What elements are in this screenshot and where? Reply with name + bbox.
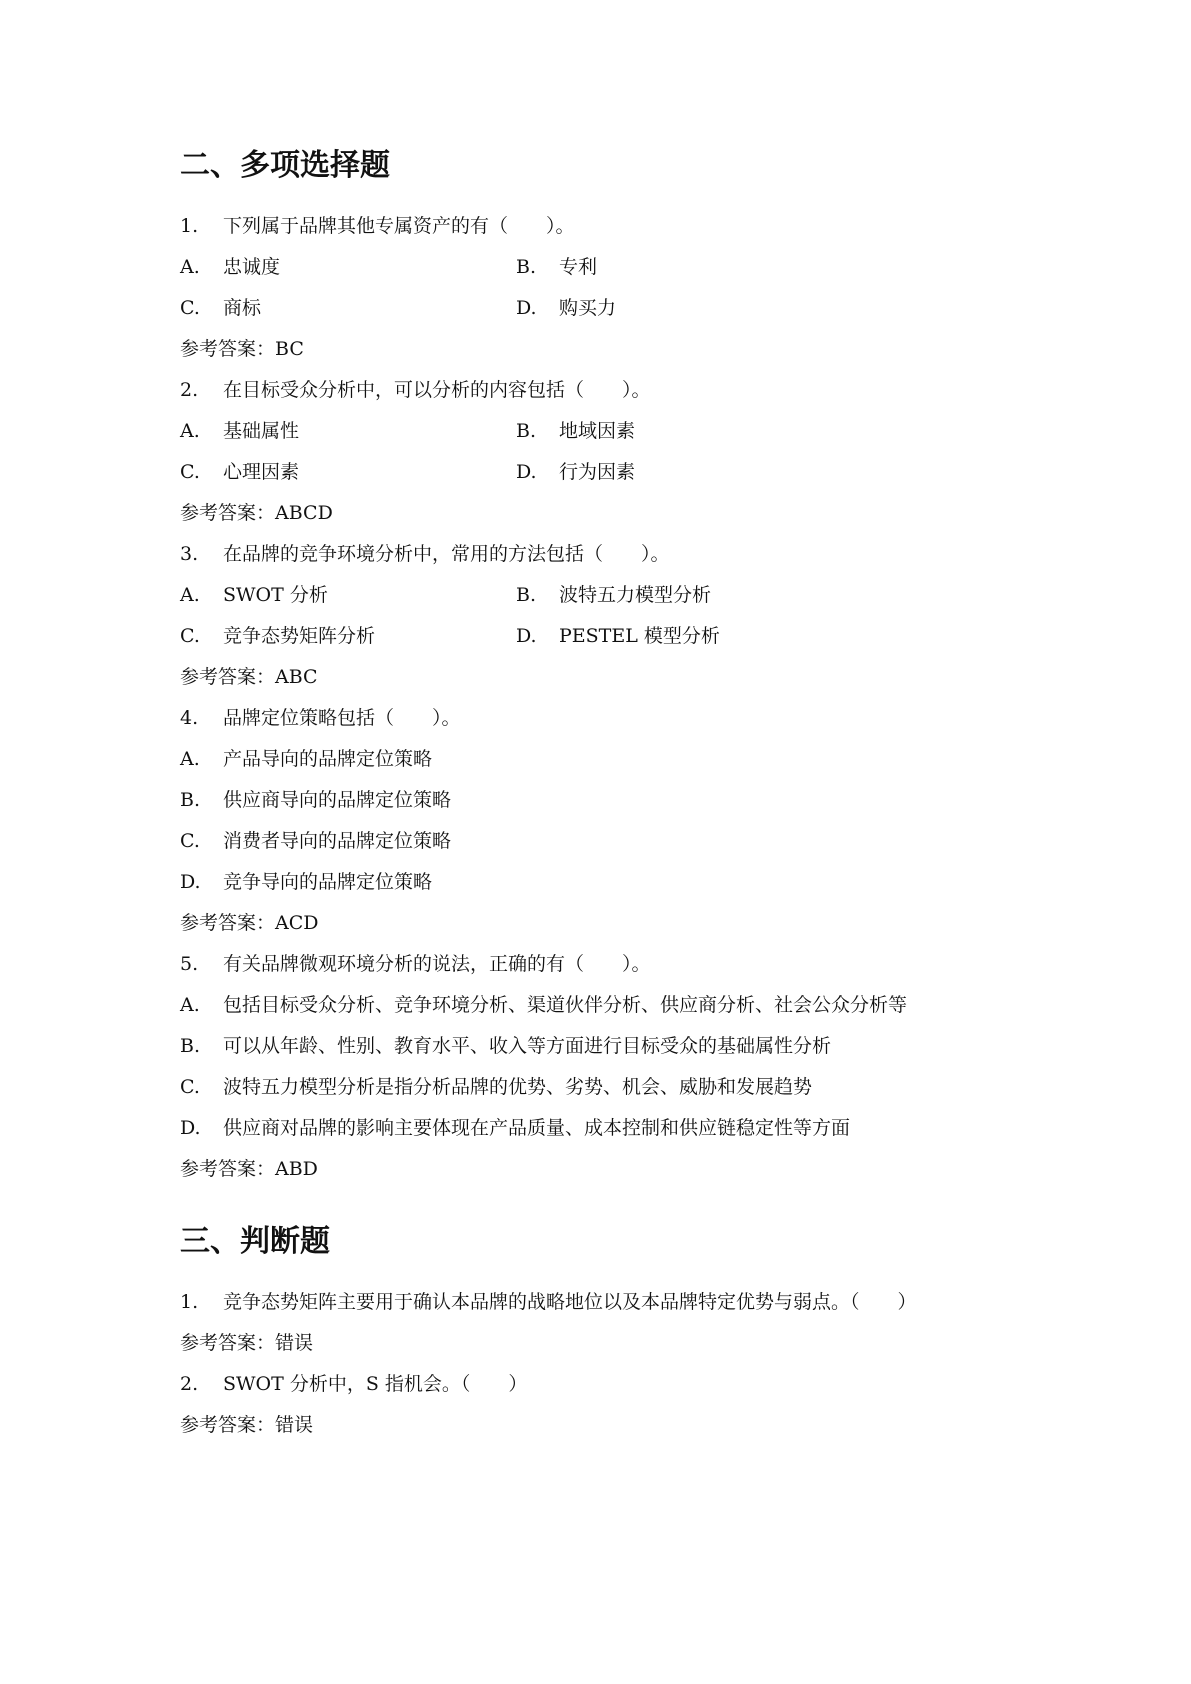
answer-3: 参考答案：ABC bbox=[180, 666, 318, 688]
option-label: D. bbox=[180, 871, 201, 893]
option-row bbox=[180, 296, 617, 320]
option-row bbox=[180, 1116, 850, 1140]
option-label: A. bbox=[180, 994, 200, 1016]
option-text: 专利 bbox=[559, 256, 598, 278]
question-number: 5. bbox=[180, 953, 199, 975]
question-number: 2. bbox=[180, 379, 199, 401]
question-number: 1. bbox=[180, 215, 199, 237]
tf-question-1 bbox=[180, 1290, 917, 1314]
option-text: 地域因素 bbox=[559, 420, 636, 442]
option-label: A. bbox=[180, 584, 200, 606]
option-row bbox=[180, 870, 432, 894]
tf-answer-1: 参考答案：错误 bbox=[180, 1332, 314, 1354]
option-text: 可以从年龄、性别、教育水平、收入等方面进行目标受众的基础属性分析 bbox=[223, 1035, 832, 1057]
option-text: 波特五力模型分析 bbox=[559, 584, 712, 606]
option-row bbox=[180, 583, 712, 607]
option-label: C. bbox=[180, 461, 200, 483]
answer-2: 参考答案：ABCD bbox=[180, 502, 333, 524]
option-text: 行为因素 bbox=[559, 461, 636, 483]
option-text: 消费者导向的品牌定位策略 bbox=[223, 830, 452, 852]
question-text: 在品牌的竞争环境分析中，常用的方法包括（ ）。 bbox=[223, 543, 670, 565]
option-d bbox=[516, 296, 616, 320]
option-d bbox=[516, 460, 635, 484]
tf-answer-2: 参考答案：错误 bbox=[180, 1414, 314, 1436]
option-text: PESTEL 模型分析 bbox=[559, 625, 720, 647]
section-title-true-false: 三、判断题 bbox=[180, 1224, 330, 1259]
question-1 bbox=[180, 214, 575, 238]
option-text: 波特五力模型分析是指分析品牌的优势、劣势、机会、威胁和发展趋势 bbox=[223, 1076, 813, 1098]
option-row bbox=[180, 788, 451, 812]
option-d bbox=[516, 624, 720, 648]
question-text: 下列属于品牌其他专属资产的有（ ）。 bbox=[223, 215, 575, 237]
question-number: 1. bbox=[180, 1291, 199, 1313]
question-number: 2. bbox=[180, 1373, 199, 1395]
option-b bbox=[516, 255, 597, 279]
option-label: B. bbox=[180, 789, 201, 811]
option-text: SWOT 分析 bbox=[223, 584, 328, 606]
option-label: B. bbox=[516, 420, 537, 442]
option-row bbox=[180, 419, 636, 443]
option-row bbox=[180, 993, 907, 1017]
option-text: 商标 bbox=[223, 297, 262, 319]
option-label: D. bbox=[516, 461, 537, 483]
option-text: 供应商导向的品牌定位策略 bbox=[223, 789, 452, 811]
question-number: 4. bbox=[180, 707, 199, 729]
option-row bbox=[180, 255, 598, 279]
option-row bbox=[180, 747, 432, 771]
question-text: 品牌定位策略包括（ ）。 bbox=[223, 707, 461, 729]
question-text: SWOT 分析中，S 指机会。（ ） bbox=[223, 1373, 528, 1395]
option-label: D. bbox=[516, 297, 537, 319]
option-text: 购买力 bbox=[559, 297, 617, 319]
option-text: 包括目标受众分析、竞争环境分析、渠道伙伴分析、供应商分析、社会公众分析等 bbox=[223, 994, 908, 1016]
option-row bbox=[180, 460, 636, 484]
option-row bbox=[180, 829, 451, 853]
option-text: 产品导向的品牌定位策略 bbox=[223, 748, 433, 770]
option-b bbox=[516, 583, 711, 607]
option-text: 竞争态势矩阵分析 bbox=[223, 625, 376, 647]
option-text: 忠诚度 bbox=[223, 256, 281, 278]
section-title-multiple-choice: 二、多项选择题 bbox=[180, 148, 390, 183]
option-label: B. bbox=[180, 1035, 201, 1057]
tf-question-2 bbox=[180, 1372, 527, 1396]
option-label: D. bbox=[516, 625, 537, 647]
option-row bbox=[180, 624, 720, 648]
question-number: 3. bbox=[180, 543, 199, 565]
option-label: C. bbox=[180, 625, 200, 647]
option-label: C. bbox=[180, 830, 200, 852]
answer-5: 参考答案：ABD bbox=[180, 1158, 318, 1180]
answer-4: 参考答案：ACD bbox=[180, 912, 319, 934]
option-label: A. bbox=[180, 256, 200, 278]
answer-1: 参考答案：BC bbox=[180, 338, 304, 360]
option-row bbox=[180, 1034, 831, 1058]
option-text: 基础属性 bbox=[223, 420, 300, 442]
question-5 bbox=[180, 952, 651, 976]
option-label: B. bbox=[516, 256, 537, 278]
question-2 bbox=[180, 378, 651, 402]
option-row bbox=[180, 1075, 812, 1099]
question-text: 竞争态势矩阵主要用于确认本品牌的战略地位以及本品牌特定优势与弱点。（ ） bbox=[223, 1291, 917, 1313]
option-label: D. bbox=[180, 1117, 201, 1139]
question-text: 有关品牌微观环境分析的说法，正确的有（ ）。 bbox=[223, 953, 651, 975]
option-label: B. bbox=[516, 584, 537, 606]
option-label: A. bbox=[180, 748, 200, 770]
option-b bbox=[516, 419, 635, 443]
question-4 bbox=[180, 706, 461, 730]
option-label: A. bbox=[180, 420, 200, 442]
option-text: 供应商对品牌的影响主要体现在产品质量、成本控制和供应链稳定性等方面 bbox=[223, 1117, 851, 1139]
option-text: 心理因素 bbox=[223, 461, 300, 483]
option-text: 竞争导向的品牌定位策略 bbox=[223, 871, 433, 893]
option-label: C. bbox=[180, 297, 200, 319]
option-label: C. bbox=[180, 1076, 200, 1098]
question-text: 在目标受众分析中，可以分析的内容包括（ ）。 bbox=[223, 379, 651, 401]
question-3 bbox=[180, 542, 670, 566]
